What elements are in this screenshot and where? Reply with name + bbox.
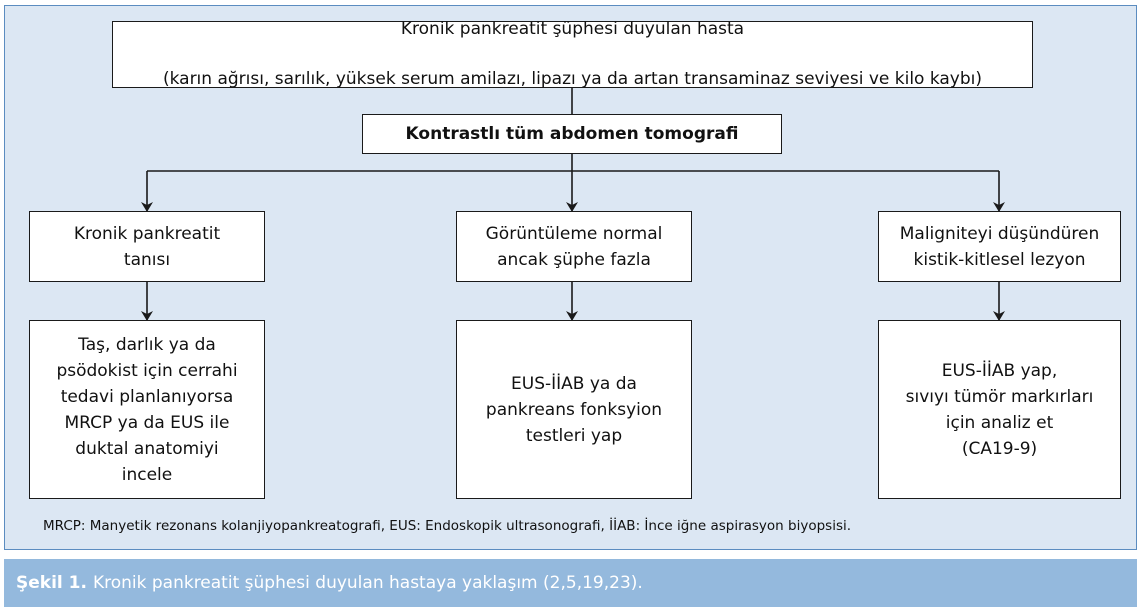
caption-label: Şekil 1.	[16, 573, 87, 593]
caption-text: Kronik pankreatit şüphesi duyulan hastaya yaklaşım (2,5,19,23).	[92, 573, 643, 593]
action-text: EUS-İİAB ya da pankreans fonksyion testleri yap	[485, 373, 663, 446]
suspected-patient-title: Kronik pankreatit şüphesi duyulan hasta	[400, 19, 745, 39]
action-text: Taş, darlık ya da psödokist için cerrahi tedavi planlanıyorsa MRCP ya da EUS ile duktal anatomiyi incele	[56, 334, 238, 485]
branch-box-chronic-pancreatitis	[29, 211, 265, 282]
branch-box-normal-imaging	[456, 211, 692, 282]
action-box-ductal-anatomy	[29, 320, 265, 499]
action-text: EUS-İİAB yap, sıvıyı tümör markırları için analiz et (CA19-9)	[905, 360, 1094, 459]
ct-scan-box	[362, 114, 782, 154]
branch-label: Kronik pankreatit tanısı	[73, 223, 221, 270]
abbreviations-footnote: MRCP: Manyetik rezonans kolanjiyopankreatografi, EUS: Endoskopik ultrasonografi, İİAB: İnce iğne aspirasyon biyopsisi.	[43, 518, 852, 534]
figure-caption	[4, 559, 1137, 607]
flowchart-panel	[4, 5, 1137, 550]
ct-scan-label: Kontrastlı tüm abdomen tomografi	[405, 124, 739, 144]
action-box-eus-fna-function-tests	[456, 320, 692, 499]
branch-label: Görüntüleme normal ancak şüphe fazla	[485, 223, 663, 270]
suspected-patient-symptoms: (karın ağrısı, sarılık, yüksek serum amilazı, lipazı ya da artan transaminaz seviyesi ve kilo kaybı)	[162, 69, 983, 89]
action-box-eus-fna-tumor-markers	[878, 320, 1121, 499]
branch-box-malignancy-lesion	[878, 211, 1121, 282]
branch-label: Maligniteyi düşündüren kistik-kitlesel lezyon	[899, 223, 1100, 270]
suspected-patient-box	[112, 21, 1033, 88]
